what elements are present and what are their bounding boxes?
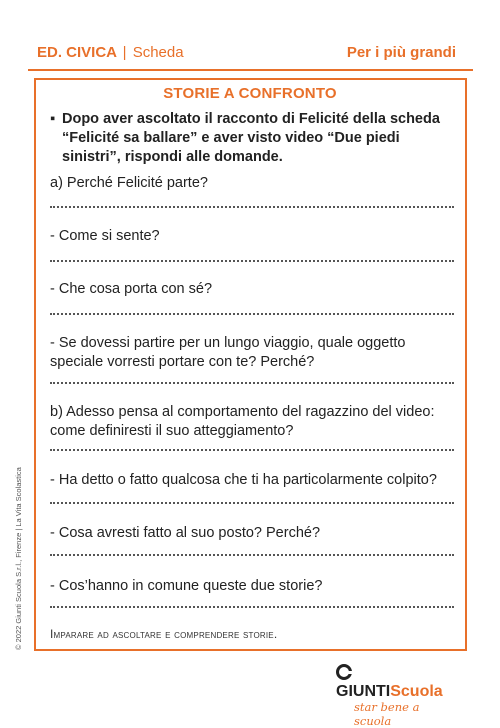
answer-line-8[interactable]: [50, 606, 454, 608]
intro-instruction: [50, 110, 450, 167]
logo-name: GIUNTIScuola: [336, 683, 443, 700]
answer-line-6[interactable]: [50, 502, 454, 504]
worksheet-title: STORIE A CONFRONTO: [163, 85, 337, 102]
header-subject: [37, 44, 184, 61]
question-6: - Ha detto o fatto qualcosa che ti ha particolarmente colpito?: [50, 472, 437, 488]
question-2: - Come si sente?: [50, 228, 160, 244]
answer-line-3[interactable]: [50, 313, 454, 315]
answer-line-2[interactable]: [50, 260, 454, 262]
giunti-logo-icon: [336, 664, 352, 680]
question-4: - Se dovessi partire per un lungo viaggio, quale oggetto speciale vorresti portare con te? Perché?: [50, 335, 406, 370]
question-8: - Cos’hanno in comune queste due storie?: [50, 578, 323, 594]
intro-text: Dopo aver ascoltato il racconto di Felicité della scheda “Felicité sa ballare” e aver visto video “Due piedi sinistri”, rispondi alle domande.: [62, 111, 440, 165]
subtitle-label: Scheda: [132, 44, 184, 61]
audience-label: Per i più grandi: [346, 44, 456, 61]
question-1: a) Perché Felicité parte?: [50, 175, 208, 191]
header-separator: |: [122, 44, 127, 61]
question-3: - Che cosa porta con sé?: [50, 281, 213, 297]
logo-tagline: star bene a scuola: [354, 700, 420, 728]
answer-line-1[interactable]: [50, 206, 454, 208]
copyright-notice: © 2022 Giunti Scuola S.r.l., Firenze | La Vita Scolastica: [14, 467, 23, 650]
question-7: - Cosa avresti fatto al suo posto? Perché?: [50, 525, 321, 541]
header-divider: [28, 69, 473, 71]
learning-goal-note: Imparare ad ascoltare e comprendere storie.: [50, 627, 278, 641]
answer-line-5[interactable]: [50, 449, 454, 451]
answer-line-7[interactable]: [50, 554, 454, 556]
publisher-logo: [336, 664, 456, 728]
answer-line-4[interactable]: [50, 382, 454, 384]
question-5: b) Adesso pensa al comportamento del ragazzino del video: come definiresti il suo atteggiamento?: [50, 404, 435, 439]
bullet-icon: ▪: [50, 111, 56, 127]
subject-label: ED. CIVICA: [37, 44, 117, 61]
